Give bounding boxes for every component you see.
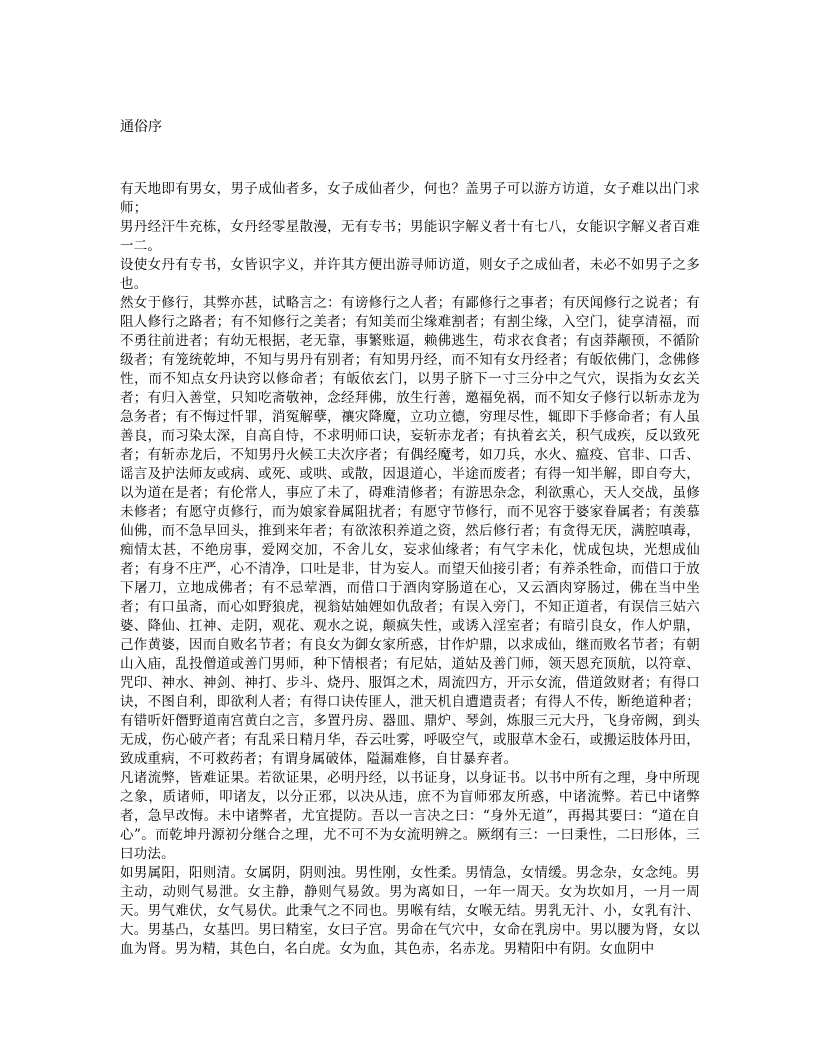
document-body (120, 180, 700, 959)
paragraph: 如男属阳，阳则清。女属阴，阴则浊。男性刚，女性柔。男情急，女情缓。男念杂，女念纯。男主动，动则气易泄。女主静，静则气易敛。男为离如日，一年一周天。女为坎如月，一月一周天。男气难伏，女气易伏。此秉气之不同也。男喉有结，女喉无结。男乳无汁、小，女乳有汁、大。男基凸，女基凹。男曰精室，女曰子宫。男命在气穴中，女命在乳房中。男以腰为肾，女以血为肾。男为精，其色白，名白虎。女为血，其色赤，名赤龙。男精阳中有阴。女血阴中 (120, 865, 700, 957)
paragraph: 男丹经汗牛充栋，女丹经零星散漫，无有专书；男能识字解义者十有七八，女能识字解义者百难一二。 (120, 219, 700, 254)
paragraph: 凡诸流弊，皆难证果。若欲证果，必明丹经，以书证身，以身证书。以书中所有之理，身中所现之象，质诸师，叩诸友，以分正邪，以决从违，庶不为盲师邪友所惑，中诸流弊。若已中诸弊者，急早改悔。未中诸弊者，尤宜提防。吾以一言决之曰：“身外无道”，再揭其要曰：“道在自心”。而乾坤丹源初分继合之理，尤不可不为女流明辨之。厥纲有三：一曰秉性，二曰形体，三曰功法。 (120, 770, 700, 862)
paragraph: 有天地即有男女，男子成仙者多，女子成仙者少，何也？盖男子可以游方访道，女子难以出门求师； (120, 181, 700, 216)
paragraph: 然女于修行，其弊亦甚，试略言之：有谤修行之人者；有鄙修行之事者；有厌闻修行之说者；有阻人修行之路者；有不知修行之美者；有知美而尘缘难割者；有割尘缘，入空门，徒享清福，而不勇往前进者；有幼无根据，老无靠，事繁账逼，赖佛逃生，苟求衣食者；有卤莽颟顸，不循阶级者；有笼统乾坤，不知与男丹有别者；有知男丹经，而不知有女丹经者；有皈依佛门，念佛修性，而不知点女丹诀窍以修命者；有皈依玄门，以男子脐下一寸三分中之气穴，误指为女玄关者；有归入善堂，只知吃斋敬神，念经拜佛，放生行善，邀福免祸，而不知女子修行以斩赤龙为急务者；有不悔过忏罪，消冤解孽，禳灾降魔，立功立德，穷理尽性，辄即下手修命者；有人虽善良，而习染太深，自高自恃，不求明师口诀，妄斩赤龙者；有执着玄关，积气成疾，反以致死者；有斩赤龙后，不知男丹火候工夫次序者；有偶经魔考，如刀兵，水火、瘟疫、官非、口舌、谣言及护法师友或病、或死、或哄、或散，因退道心，半途而废者；有得一知半解，即自夸大，以为道在是者；有伦常人，事应了未了，碍难清修者；有游思杂念，利欲熏心，天人交战，虽修未修者；有愿守贞修行，而为娘家眷属阻扰者；有愿守节修行，而不见容于婆家眷属者；有羡慕仙佛，而不急早回头，推到来年者；有欲浓积养道之资，然后修行者；有贪得无厌，满腔嗔毒，痴情太甚，不绝房事，爱网交加，不舍儿女，妄求仙缘者；有气字未化，忧成包块，光想成仙者；有身不庄严，心不清净，口吐是非，甘为妄人。而望天仙接引者；有养杀牲命，而借口于放下屠刀，立地成佛者；有不忌荤酒，而借口于酒肉穿肠道在心，又云酒肉穿肠过，佛在当中坐者；有口虽斋，而心如野狼虎，视翁姑妯娌如仇敌者；有误入旁门，不知正道者，有误信三姑六婆、降仙、扛神、走阴，观花、观水之说，颠疯失性，或诱入淫室者；有暗引良女，作人炉鼎，己作黄婆，因而自败名节者；有良女为御女家所惑，甘作炉鼎，以求成仙，继而败名节者；有朝山入庙，乱投僧道或善门男师，种下情根者；有尼姑，道姑及善门师，领天恩充顶航，以符章、咒印、神水、神剑、神打、步斗、烧丹、服饵之术，周流四方，开示女流，借道敛财者；有得口诀，不图自利，即欲利人者；有得口诀传匪人，泄天机自遭遣责者；有得人不传，断绝道种者；有错听奸僭野道南宫黄白之言，多置丹房、器皿、鼎炉、琴剑，炼服三元大丹，飞身帝阙，到头无成，伤心破产者；有乱采日精月华，吞云吐雾，呼吸空气，或服草木金石，或搬运肢体丹田，致成重病，不可救药者；有谓身属破体，隘漏难修，自甘暴弃者。 (120, 295, 700, 767)
paragraph: 设使女丹有专书，女皆识字义，并许其方便出游寻师访道，则女子之成仙者，未必不如男子之多也。 (120, 257, 700, 292)
document-title: 通俗序 (120, 119, 162, 135)
